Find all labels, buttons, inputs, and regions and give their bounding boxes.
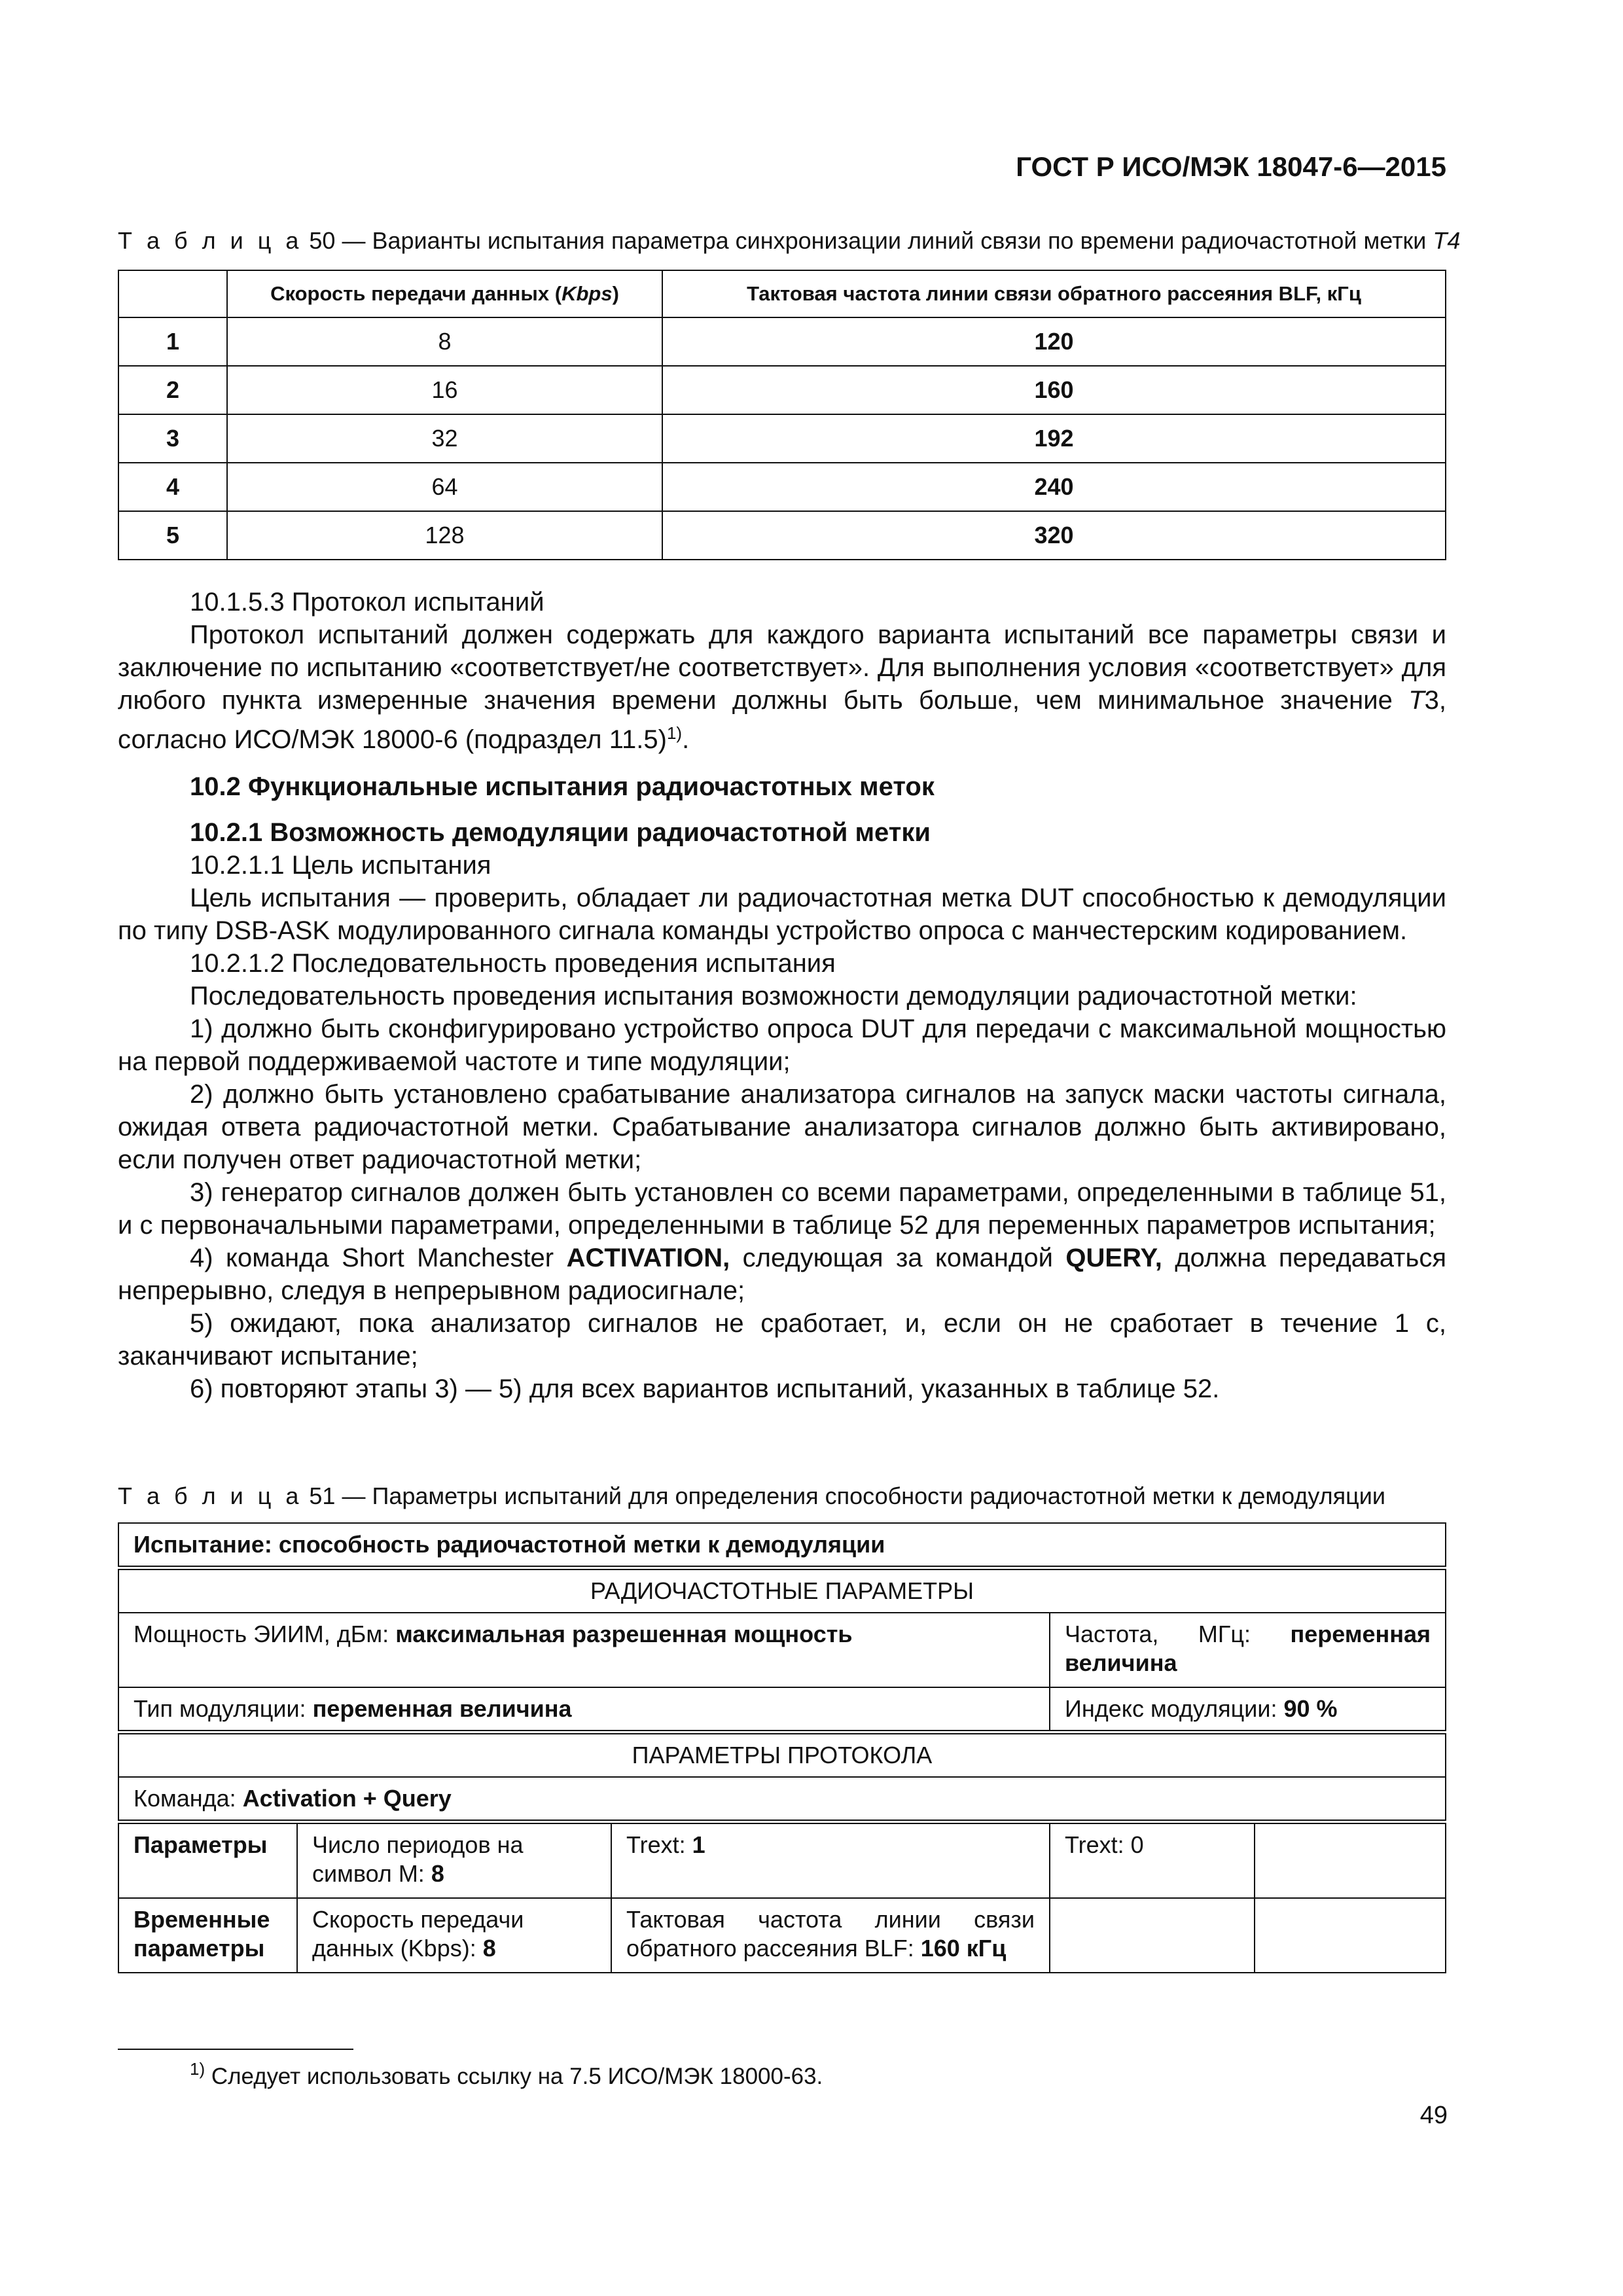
footnote (190, 2058, 823, 2092)
cell-value: 1 (692, 1831, 705, 1858)
table-cell: 1 (118, 317, 227, 366)
section-heading: 10.2 Функциональные испытания радиочастотных меток (190, 772, 935, 801)
cell-value: 160 кГц (920, 1935, 1007, 1962)
section-title: 10.2.1.1 Цель испытания (190, 851, 491, 880)
table-cell: 120 (662, 317, 1446, 366)
footnote-text: Следует использовать ссылку на 7.5 ИСО/МЭК 18000-63. (205, 2064, 823, 2089)
page-number: 49 (1419, 2102, 1448, 2129)
cell-value: Activation + Query (242, 1785, 452, 1812)
paragraph-text: . (682, 725, 690, 754)
table50-caption-body: 50 — Варианты испытания параметра синхронизации линий связи по времени радиочастотной метки (302, 227, 1433, 254)
cell-value: переменная величина (1065, 1621, 1431, 1676)
table-cell (1050, 1613, 1446, 1687)
table-row (118, 1777, 1446, 1822)
table51-caption (118, 1481, 1466, 1512)
table51-test-title: Испытание: способность радиочастотной метки к демодуляции (118, 1523, 1446, 1568)
table-row (118, 1898, 1446, 1973)
standard-header: ГОСТ Р ИСО/МЭК 18047-6—2015 (1016, 151, 1446, 182)
table50-header-cell (118, 270, 227, 317)
table-cell: 128 (227, 511, 662, 560)
subsection-heading: 10.2.1 Возможность демодуляции радиочастотной метки (190, 818, 931, 847)
table-row (118, 1613, 1446, 1687)
list-item: 3) генератор сигналов должен быть установлен со всеми параметрами, определенными в таблице 51, и с первоначальными параметрами, определенными в таблице 52 для переменных параметров испытания; (118, 1178, 1446, 1240)
table-cell: 320 (662, 511, 1446, 560)
table-row (118, 463, 1446, 511)
cell-label: Скорость передачи данных (Kbps): (312, 1906, 524, 1962)
table-cell: 64 (227, 463, 662, 511)
list-item (118, 1242, 1446, 1307)
list-item-text: должна передаваться непрерывно, следуя в непрерывном радиосигнале; (118, 1244, 1446, 1305)
list-item: 5) ожидают, пока анализатор сигналов не сработает, и, если он не сработает в течение 1 с, заканчивают испытание; (118, 1309, 1446, 1371)
table50-caption-prefix: Т а б л и ц а (118, 227, 303, 254)
cell-value: 90 % (1283, 1695, 1338, 1722)
table51-protocol-header: ПАРАМЕТРЫ ПРОТОКОЛА (118, 1732, 1446, 1778)
table51 (118, 1522, 1446, 1973)
paragraph: Цель испытания — проверить, обладает ли радиочастотная метка DUT способностью к демодуляции по типу DSB-ASK модулированного сигнала команды устройство опроса с манчестерским кодированием. (118, 884, 1446, 945)
table-row (118, 1523, 1446, 1568)
table-cell (1050, 1898, 1255, 1973)
list-item: 1) должно быть сконфигурировано устройство опроса DUT для передачи с максимальной мощностью на первой поддерживаемой частоте и типе модуляции; (118, 1014, 1446, 1076)
footnote-mark: 1) (190, 2059, 205, 2079)
table-cell: 32 (227, 414, 662, 463)
table-row (118, 511, 1446, 560)
table-cell (1255, 1898, 1446, 1973)
table50-header-cell: Скорость передачи данных (Kbps) (227, 270, 662, 317)
table50 (118, 270, 1446, 560)
paragraph: Последовательность проведения испытания возможности демодуляции радиочастотной метки: (190, 982, 1357, 1011)
table-row (118, 317, 1446, 366)
list-item-bold: QUERY, (1065, 1244, 1162, 1272)
table50-caption (118, 226, 1466, 257)
table-cell (297, 1898, 611, 1973)
list-item: 6) повторяют этапы 3) — 5) для всех вариантов испытаний, указанных в таблице 52. (190, 1374, 1220, 1403)
table-row (118, 366, 1446, 414)
table-cell (611, 1898, 1050, 1973)
section-title: 10.1.5.3 Протокол испытаний (190, 588, 544, 617)
cell-label: Trext: (626, 1831, 692, 1858)
table-cell (297, 1822, 611, 1899)
list-item-text: 4) команда Short Manchester (190, 1244, 567, 1272)
table-cell: 5 (118, 511, 227, 560)
table-cell: 3 (118, 414, 227, 463)
table51-rf-header: РАДИОЧАСТОТНЫЕ ПАРАМЕТРЫ (118, 1568, 1446, 1613)
table-cell: 192 (662, 414, 1446, 463)
cell-label: Частота, МГц: (1065, 1621, 1291, 1647)
footnote-divider (118, 2049, 353, 2050)
table-cell (611, 1822, 1050, 1899)
table51-caption-prefix: Т а б л и ц а (118, 1482, 303, 1509)
table-cell: 8 (227, 317, 662, 366)
section-title: 10.2.1.2 Последовательность проведения испытания (190, 949, 836, 978)
list-item-bold: ACTIVATION, (566, 1244, 730, 1272)
cell-label: Число периодов на символ M: (312, 1831, 524, 1887)
table-cell: 160 (662, 366, 1446, 414)
table-cell (118, 1777, 1446, 1822)
cell-label: Мощность ЭИИМ, дБм: (134, 1621, 396, 1647)
table-row (118, 414, 1446, 463)
paragraph-italic: T (1408, 686, 1425, 715)
cell-label: Тип модуляции: (134, 1695, 313, 1722)
table-cell (1050, 1687, 1446, 1732)
table-row (118, 1687, 1446, 1732)
table50-header-row (118, 270, 1446, 317)
cell-value: 8 (431, 1860, 444, 1887)
paragraph (118, 619, 1446, 756)
table-row (118, 1568, 1446, 1613)
table50-caption-italic: T4 (1433, 227, 1461, 254)
cell-label: Тактовая частота линии связи обратного рассеяния BLF: (626, 1906, 1035, 1962)
table-cell: 16 (227, 366, 662, 414)
cell-value: переменная величина (312, 1695, 572, 1722)
table-cell: Trext: 0 (1050, 1822, 1255, 1899)
table-cell: 2 (118, 366, 227, 414)
paragraph-text: Протокол испытаний должен содержать для каждого варианта испытаний все параметры связи и заключение по испытанию «соответствует/не соответствует». Для выполнения условия «соответствует» для любого пункта измеренные значения времени должны быть больше, чем минимальное значение (118, 620, 1446, 715)
table-cell: 240 (662, 463, 1446, 511)
cell-value: максимальная разрешенная мощность (395, 1621, 853, 1647)
table-cell (1255, 1822, 1446, 1899)
table-cell: Параметры (118, 1822, 297, 1899)
list-item-text: следующая за командой (730, 1244, 1066, 1272)
footnote-ref: 1) (666, 723, 683, 743)
cell-label: Индекс модуляции: (1065, 1695, 1284, 1722)
table50-header-cell: Тактовая частота линии связи обратного рассеяния BLF, кГц (662, 270, 1446, 317)
body-text (118, 586, 1446, 1405)
table-cell: 4 (118, 463, 227, 511)
list-item: 2) должно быть установлено срабатывание анализатора сигналов на запуск маски частоты сигнала, ожидая ответа радиочастотной метки. Срабатывание анализатора сигналов должно быть активировано, если получен ответ радиочастотной метки; (118, 1080, 1446, 1174)
table-row (118, 1732, 1446, 1778)
table-cell: Временные параметры (118, 1898, 297, 1973)
table-row (118, 1822, 1446, 1899)
table-cell (118, 1687, 1050, 1732)
paragraph-text: 3, согласно ИСО/МЭК 18000-6 (подраздел 11.5) (118, 686, 1446, 754)
cell-value: 8 (482, 1935, 496, 1962)
table-cell (118, 1613, 1050, 1687)
table51-caption-body: 51 — Параметры испытаний для определения способности радиочастотной метки к демодуляции (302, 1482, 1385, 1509)
cell-label: Команда: (134, 1785, 243, 1812)
